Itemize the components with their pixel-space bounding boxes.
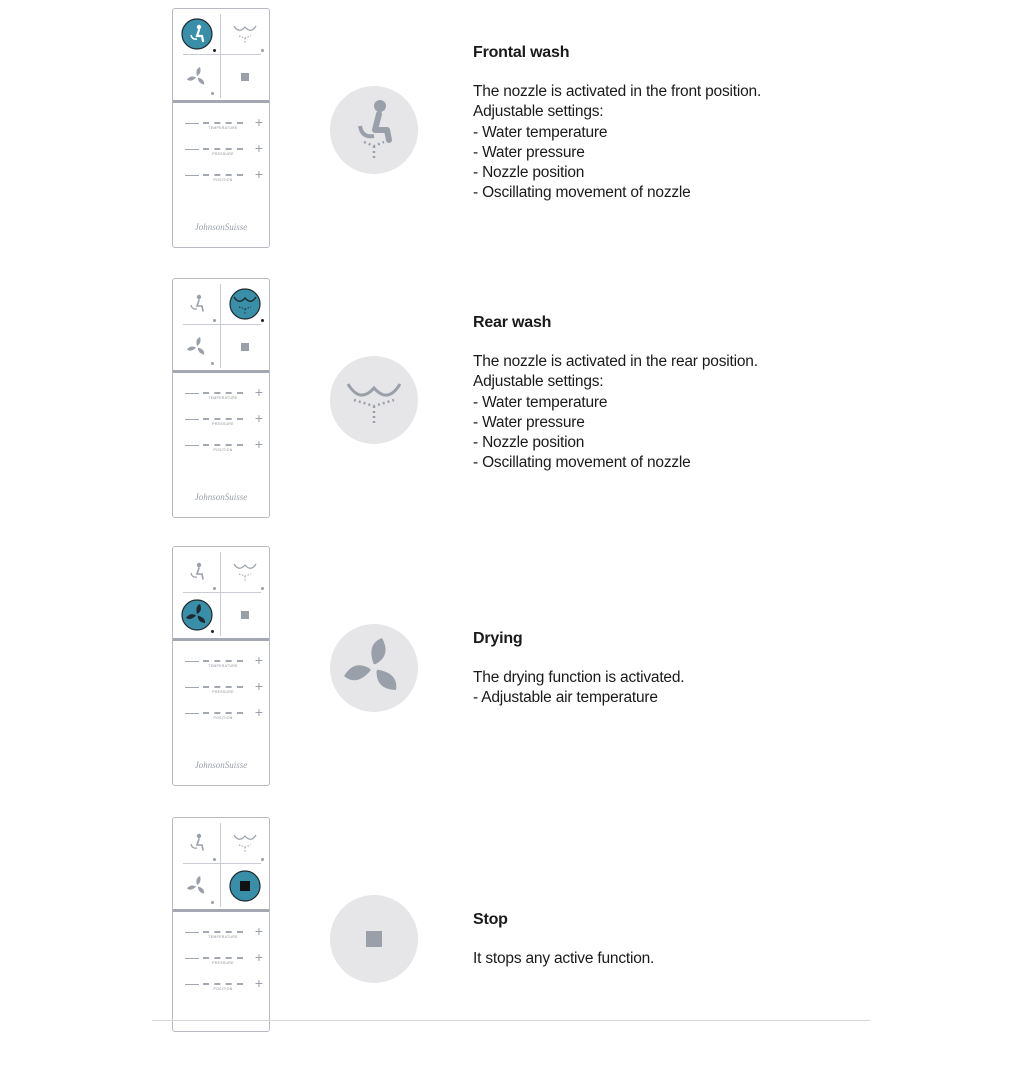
plus-button[interactable]: + bbox=[254, 140, 263, 156]
temperature-label: TEMPERATURE bbox=[208, 126, 238, 130]
position-label: POSITION bbox=[213, 448, 233, 452]
fan-icon bbox=[181, 870, 213, 902]
minus-button[interactable]: — bbox=[185, 166, 199, 182]
rear-wash-icon bbox=[229, 556, 261, 588]
stop-button[interactable] bbox=[229, 599, 261, 631]
frontal-wash-icon bbox=[181, 827, 213, 859]
rear-wash-button[interactable] bbox=[229, 827, 261, 859]
description-block bbox=[473, 911, 973, 969]
section-frontal-wash bbox=[0, 0, 1024, 260]
frontal-wash-icon bbox=[330, 86, 418, 174]
plus-button[interactable]: + bbox=[254, 975, 263, 991]
pressure-control bbox=[183, 678, 263, 695]
minus-button[interactable]: — bbox=[185, 975, 199, 991]
section-title: Stop bbox=[473, 911, 508, 928]
position-control bbox=[183, 704, 263, 721]
description-block bbox=[473, 314, 973, 474]
pressure-label: PRESSURE bbox=[212, 690, 234, 694]
section-description: The nozzle is activated in the front position. Adjustable settings: - Water temperature - Water pressure - Nozzle position - Oscillating movement of nozzle bbox=[473, 83, 762, 202]
rear-wash-button[interactable] bbox=[229, 556, 261, 588]
frontal-wash-illustration bbox=[330, 86, 418, 174]
pressure-label: PRESSURE bbox=[212, 422, 234, 426]
temperature-label: TEMPERATURE bbox=[208, 396, 238, 400]
plus-button[interactable]: + bbox=[254, 384, 263, 400]
position-label: POSITION bbox=[213, 178, 233, 182]
pressure-label: PRESSURE bbox=[212, 152, 234, 156]
remote-control bbox=[172, 817, 270, 1032]
drying-button[interactable] bbox=[181, 331, 213, 363]
plus-button[interactable]: + bbox=[254, 410, 263, 426]
plus-button[interactable]: + bbox=[254, 704, 263, 720]
stop-illustration bbox=[330, 895, 418, 983]
pressure-control bbox=[183, 410, 263, 427]
stop-button[interactable] bbox=[229, 870, 261, 902]
plus-button[interactable]: + bbox=[254, 114, 263, 130]
section-description: The nozzle is activated in the rear position. Adjustable settings: - Water temperature - Water pressure - Nozzle position - Oscillating movement of nozzle bbox=[473, 353, 758, 472]
frontal-wash-icon bbox=[181, 556, 213, 588]
temperature-control bbox=[183, 923, 263, 940]
fan-icon bbox=[330, 624, 418, 712]
minus-button[interactable]: — bbox=[185, 436, 199, 452]
temperature-label: TEMPERATURE bbox=[208, 935, 238, 939]
stop-icon bbox=[229, 599, 261, 631]
stop-icon bbox=[229, 331, 261, 363]
frontal-wash-button[interactable] bbox=[181, 827, 213, 859]
plus-button[interactable]: + bbox=[254, 652, 263, 668]
description-block bbox=[473, 630, 973, 709]
remote-control bbox=[172, 278, 270, 518]
minus-button[interactable]: — bbox=[185, 652, 199, 668]
brand-logo: JohnsonSuisse bbox=[194, 760, 248, 770]
drying-illustration bbox=[330, 624, 418, 712]
remote-control bbox=[172, 546, 270, 786]
temperature-control bbox=[183, 652, 263, 669]
minus-button[interactable]: — bbox=[185, 923, 199, 939]
rear-wash-illustration bbox=[330, 356, 418, 444]
plus-button[interactable]: + bbox=[254, 678, 263, 694]
minus-button[interactable]: — bbox=[185, 704, 199, 720]
frontal-wash-button[interactable] bbox=[181, 18, 213, 50]
rear-wash-button[interactable] bbox=[229, 18, 261, 50]
temperature-label: TEMPERATURE bbox=[208, 664, 238, 668]
fan-icon bbox=[181, 61, 213, 93]
minus-button[interactable]: — bbox=[185, 384, 199, 400]
position-control bbox=[183, 436, 263, 453]
rear-wash-icon bbox=[229, 18, 261, 50]
stop-icon bbox=[229, 61, 261, 93]
divider bbox=[152, 1020, 870, 1021]
plus-button[interactable]: + bbox=[254, 949, 263, 965]
stop-button[interactable] bbox=[229, 331, 261, 363]
section-description: It stops any active function. bbox=[473, 950, 655, 967]
description-block bbox=[473, 44, 973, 204]
section-title: Frontal wash bbox=[473, 44, 570, 61]
rear-wash-icon bbox=[229, 288, 261, 320]
position-control bbox=[183, 166, 263, 183]
section-description: The drying function is activated. - Adjustable air temperature bbox=[473, 669, 685, 707]
drying-button[interactable] bbox=[181, 599, 213, 631]
minus-button[interactable]: — bbox=[185, 678, 199, 694]
minus-button[interactable]: — bbox=[185, 949, 199, 965]
drying-button[interactable] bbox=[181, 870, 213, 902]
remote-control bbox=[172, 8, 270, 248]
plus-button[interactable]: + bbox=[254, 166, 263, 182]
temperature-control bbox=[183, 114, 263, 131]
pressure-control bbox=[183, 949, 263, 966]
pressure-label: PRESSURE bbox=[212, 961, 234, 965]
brand-logo: JohnsonSuisse bbox=[194, 492, 248, 502]
minus-button[interactable]: — bbox=[185, 140, 199, 156]
section-drying bbox=[0, 538, 1024, 798]
rear-wash-button[interactable] bbox=[229, 288, 261, 320]
position-label: POSITION bbox=[213, 987, 233, 991]
frontal-wash-icon bbox=[181, 288, 213, 320]
brand-logo: JohnsonSuisse bbox=[194, 222, 248, 232]
stop-icon bbox=[330, 895, 418, 983]
section-stop bbox=[0, 809, 1024, 1069]
position-control bbox=[183, 975, 263, 992]
rear-wash-icon bbox=[330, 356, 418, 444]
section-title: Rear wash bbox=[473, 314, 552, 331]
fan-icon bbox=[181, 331, 213, 363]
stop-button[interactable] bbox=[229, 61, 261, 93]
pressure-control bbox=[183, 140, 263, 157]
temperature-control bbox=[183, 384, 263, 401]
rear-wash-icon bbox=[229, 827, 261, 859]
plus-button[interactable]: + bbox=[254, 436, 263, 452]
section-title: Drying bbox=[473, 630, 523, 647]
frontal-wash-button[interactable] bbox=[181, 288, 213, 320]
section-rear-wash bbox=[0, 270, 1024, 530]
position-label: POSITION bbox=[213, 716, 233, 720]
drying-button[interactable] bbox=[181, 61, 213, 93]
frontal-wash-button[interactable] bbox=[181, 556, 213, 588]
minus-button[interactable]: — bbox=[185, 114, 199, 130]
fan-icon bbox=[181, 599, 213, 631]
stop-icon bbox=[229, 870, 261, 902]
frontal-wash-icon bbox=[181, 18, 213, 50]
minus-button[interactable]: — bbox=[185, 410, 199, 426]
plus-button[interactable]: + bbox=[254, 923, 263, 939]
